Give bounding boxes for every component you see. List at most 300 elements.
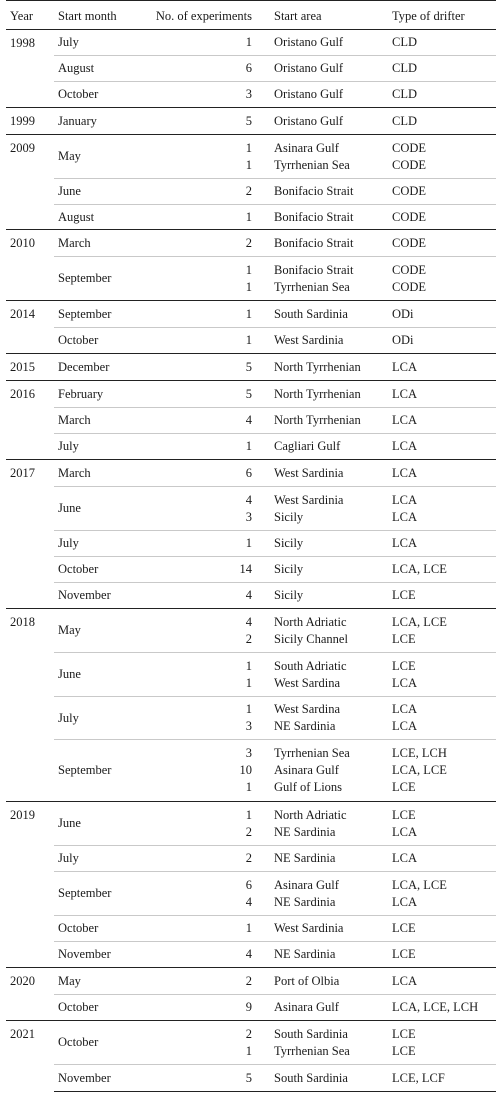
drifter-type-value: LCE (392, 631, 416, 646)
drifter-type-value: LCE (392, 807, 416, 822)
start-month-cell: August (54, 56, 138, 82)
num-experiments-value: 2 (245, 235, 252, 250)
num-experiments-cell (138, 434, 270, 460)
drifter-type-value: CODE (392, 279, 427, 294)
drifter-type-value: LCA (392, 536, 417, 550)
table-row (6, 434, 496, 460)
drifter-type-value: LCA (392, 675, 417, 690)
num-experiments-cell (138, 653, 270, 697)
start-area-value: Port of Olbia (274, 973, 340, 988)
num-experiments-value: 4 (245, 894, 252, 909)
drifter-type-cell (388, 381, 496, 408)
drifter-type-cell (388, 434, 496, 460)
drifter-type-value: ODi (392, 306, 414, 321)
start-area-value: Sicily (274, 536, 304, 550)
drifter-type-cell (388, 583, 496, 609)
start-area-cell (270, 230, 388, 257)
num-experiments-value: 1 (245, 921, 252, 935)
drifter-type-cell (388, 108, 496, 135)
start-month-cell: September (54, 872, 138, 916)
table-header (6, 1, 496, 30)
start-month-cell: November (54, 942, 138, 968)
start-area-value: South Sardinia (274, 306, 348, 321)
header-start-area: Start area (274, 9, 322, 23)
start-month-cell: March (58, 235, 91, 250)
num-experiments-value: 1 (245, 675, 252, 690)
drifter-type-cell (388, 56, 496, 82)
drifter-type-value: LCA (392, 719, 417, 733)
start-area-cell (270, 56, 388, 82)
drifter-type-value: LCA, LCE (392, 562, 447, 576)
drifter-type-value: LCE (392, 1043, 416, 1058)
start-area-value: Gulf of Lions (274, 780, 343, 794)
num-experiments-cell (138, 82, 270, 108)
drifter-type-cell (388, 916, 496, 942)
drifter-type-cell (388, 846, 496, 872)
drifter-type-cell (388, 872, 496, 916)
start-area-value: Tyrrhenian Sea (274, 279, 350, 294)
table-row (6, 802, 496, 846)
drifter-type-value: LCA, LCE (392, 763, 447, 777)
start-month-cell: May (58, 973, 81, 988)
drifter-type-cell (388, 354, 496, 381)
start-month-cell: May (58, 149, 81, 163)
num-experiments-value: 1 (245, 35, 252, 49)
num-experiments-cell (138, 942, 270, 968)
drifter-type-value: LCA, LCE (392, 614, 447, 629)
start-area-value: West Sardinia (274, 333, 344, 347)
num-experiments-value: 1 (245, 306, 252, 321)
start-month-cell: December (58, 359, 110, 374)
num-experiments-value: 1 (245, 780, 252, 794)
start-month-cell: November (54, 1065, 138, 1092)
table-row (6, 697, 496, 740)
start-area-value: Bonifacio Strait (274, 209, 354, 224)
start-area-value: Oristano Gulf (274, 113, 344, 128)
year-cell: 2019 (10, 808, 35, 822)
drifter-type-cell (388, 30, 496, 56)
drifter-type-value: LCA, LCE, LCH (392, 1000, 479, 1014)
num-experiments-value: 6 (245, 61, 252, 75)
num-experiments-cell (138, 56, 270, 82)
drifter-type-cell (388, 557, 496, 583)
drifter-type-value: LCA (392, 973, 417, 988)
num-experiments-value: 3 (245, 509, 252, 524)
drifter-type-cell (388, 257, 496, 301)
num-experiments-cell (138, 583, 270, 609)
table-row (6, 460, 496, 487)
num-experiments-value: 4 (245, 614, 252, 629)
drifter-type-value: CLD (392, 61, 417, 75)
start-area-value: West Sardinia (274, 921, 344, 935)
start-area-cell (270, 135, 388, 179)
num-experiments-value: 2 (245, 184, 252, 198)
start-area-value: North Tyrrhenian (274, 359, 361, 374)
table-row (6, 354, 496, 381)
num-experiments-value: 1 (245, 536, 252, 550)
start-month-cell: September (54, 257, 138, 301)
drifter-type-value: LCA (392, 509, 417, 524)
start-area-cell (270, 205, 388, 230)
year-cell: 2009 (10, 141, 35, 155)
drifter-type-value: CODE (392, 157, 427, 172)
num-experiments-cell (138, 135, 270, 179)
start-area-value: South Adriatic (274, 658, 347, 673)
drifter-type-value: CODE (392, 140, 427, 155)
start-area-value: West Sardina (274, 675, 340, 690)
start-area-value: West Sardina (274, 702, 340, 716)
num-experiments-value: 10 (239, 763, 252, 777)
start-area-cell (270, 301, 388, 328)
drifter-type-value: CODE (392, 262, 427, 277)
start-area-cell (270, 354, 388, 381)
start-area-value: North Adriatic (274, 807, 347, 822)
start-area-cell (270, 968, 388, 995)
num-experiments-cell (138, 179, 270, 205)
num-experiments-value: 1 (245, 209, 252, 224)
drifter-type-value: LCA (392, 824, 417, 839)
num-experiments-value: 1 (245, 279, 252, 294)
start-area-value: Bonifacio Strait (274, 184, 354, 198)
table-row (6, 531, 496, 557)
drifter-type-value: CODE (392, 184, 427, 198)
num-experiments-cell (138, 846, 270, 872)
start-area-value: Asinara Gulf (274, 877, 339, 892)
year-cell: 1999 (10, 114, 35, 128)
start-area-value: Sicily (274, 509, 304, 524)
num-experiments-value: 1 (245, 658, 252, 673)
table-row (6, 846, 496, 872)
table-row (6, 916, 496, 942)
num-experiments-cell (138, 1065, 270, 1092)
num-experiments-cell (138, 802, 270, 846)
header-num-experiments: No. of experiments (155, 9, 252, 23)
start-area-cell (270, 531, 388, 557)
num-experiments-value: 1 (245, 1043, 252, 1058)
drifter-type-value: LCE (392, 1026, 416, 1041)
start-area-cell (270, 434, 388, 460)
num-experiments-cell (138, 995, 270, 1021)
num-experiments-cell (138, 205, 270, 230)
num-experiments-cell (138, 301, 270, 328)
drifter-type-cell (388, 487, 496, 531)
drifter-type-cell (388, 205, 496, 230)
start-area-cell (270, 942, 388, 968)
start-area-value: West Sardinia (274, 465, 344, 480)
drifter-type-cell (388, 968, 496, 995)
num-experiments-value: 5 (245, 1070, 252, 1085)
drifter-type-value: LCE (392, 921, 416, 935)
num-experiments-cell (138, 257, 270, 301)
start-area-value: South Sardinia (274, 1070, 348, 1085)
num-experiments-value: 2 (245, 851, 252, 865)
num-experiments-cell (138, 460, 270, 487)
start-month-cell: November (54, 583, 138, 609)
drifter-type-value: LCA (392, 851, 417, 865)
drifter-type-value: LCA (392, 439, 417, 453)
header-year: Year (10, 9, 34, 23)
num-experiments-cell (138, 968, 270, 995)
start-area-value: North Adriatic (274, 614, 347, 629)
start-area-cell (270, 846, 388, 872)
header-start-month: Start month (58, 9, 117, 23)
start-area-cell (270, 609, 388, 653)
start-area-value: Bonifacio Strait (274, 262, 354, 277)
drifter-type-cell (388, 82, 496, 108)
num-experiments-cell (138, 557, 270, 583)
start-month-cell: June (54, 179, 138, 205)
table-row (6, 56, 496, 82)
table-row (6, 108, 496, 135)
num-experiments-cell (138, 487, 270, 531)
num-experiments-value: 2 (245, 973, 252, 988)
drifter-type-cell (388, 230, 496, 257)
drifter-type-value: LCE (392, 947, 416, 961)
start-area-value: Asinara Gulf (274, 140, 339, 155)
start-area-value: NE Sardinia (274, 894, 336, 909)
start-month-cell: October (54, 557, 138, 583)
num-experiments-value: 1 (245, 807, 252, 822)
table-row (6, 653, 496, 697)
drifter-type-cell (388, 179, 496, 205)
drifter-type-cell (388, 653, 496, 697)
num-experiments-cell (138, 108, 270, 135)
drifter-type-value: LCA (392, 465, 417, 480)
start-month-cell: October (54, 82, 138, 108)
num-experiments-cell (138, 697, 270, 740)
table-row (6, 609, 496, 653)
num-experiments-value: 5 (245, 113, 252, 128)
drifter-type-value: CODE (392, 235, 427, 250)
num-experiments-cell (138, 408, 270, 434)
start-area-cell (270, 408, 388, 434)
table-row (6, 1021, 496, 1065)
num-experiments-value: 4 (245, 413, 252, 427)
start-month-cell: July (54, 434, 138, 460)
table-row (6, 408, 496, 434)
drifter-type-value: LCA (392, 413, 417, 427)
start-area-value: Tyrrhenian Sea (274, 157, 350, 172)
drifter-type-cell (388, 995, 496, 1021)
start-month-cell: June (58, 816, 81, 830)
num-experiments-value: 4 (245, 492, 252, 507)
start-area-value: Tyrrhenian Sea (274, 746, 350, 760)
num-experiments-value: 2 (245, 824, 252, 839)
table-row (6, 135, 496, 179)
start-area-cell (270, 916, 388, 942)
table-row (6, 872, 496, 916)
num-experiments-cell (138, 916, 270, 942)
drifter-type-cell (388, 802, 496, 846)
num-experiments-value: 1 (245, 262, 252, 277)
num-experiments-value: 1 (245, 140, 252, 155)
start-month-cell: September (54, 740, 138, 802)
num-experiments-cell (138, 1021, 270, 1065)
drifter-type-cell (388, 301, 496, 328)
start-area-value: Sicily (274, 588, 304, 602)
drifter-type-value: LCE, LCH (392, 746, 447, 760)
start-area-value: Tyrrhenian Sea (274, 1043, 350, 1058)
num-experiments-value: 5 (245, 386, 252, 401)
table-row (6, 487, 496, 531)
year-cell: 2020 (10, 974, 35, 988)
num-experiments-cell (138, 230, 270, 257)
start-area-value: NE Sardinia (274, 824, 336, 839)
start-area-value: Oristano Gulf (274, 35, 344, 49)
drifter-type-value: CLD (392, 35, 417, 49)
table-row (6, 205, 496, 230)
start-area-value: Oristano Gulf (274, 61, 344, 75)
num-experiments-cell (138, 381, 270, 408)
table-row (6, 995, 496, 1021)
start-month-cell: July (54, 846, 138, 872)
start-month-cell: September (58, 306, 112, 321)
num-experiments-cell (138, 30, 270, 56)
start-area-cell (270, 30, 388, 56)
start-month-cell: January (58, 113, 97, 128)
drifter-type-value: CLD (392, 87, 417, 101)
num-experiments-value: 3 (245, 746, 252, 760)
drifter-type-value: LCE (392, 780, 416, 794)
table-body (6, 30, 496, 1092)
start-month-cell: October (54, 328, 138, 354)
start-area-value: NE Sardinia (274, 947, 336, 961)
start-area-cell (270, 995, 388, 1021)
start-month-cell: March (58, 465, 91, 480)
drifter-type-value: LCA (392, 702, 417, 716)
header-drifter-type: Type of drifter (392, 9, 465, 23)
year-cell: 2018 (10, 615, 35, 629)
start-area-value: Cagliari Gulf (274, 439, 341, 453)
start-area-value: South Sardinia (274, 1026, 348, 1041)
num-experiments-value: 4 (245, 588, 252, 602)
start-area-cell (270, 583, 388, 609)
drifter-type-value: LCA (392, 359, 417, 374)
drifter-type-cell (388, 1021, 496, 1065)
start-month-cell: July (58, 35, 79, 49)
start-area-value: NE Sardinia (274, 719, 336, 733)
year-cell: 2015 (10, 360, 35, 374)
table-row (6, 257, 496, 301)
num-experiments-cell (138, 740, 270, 802)
drifter-type-cell (388, 697, 496, 740)
drifter-type-value: LCA, LCE (392, 877, 447, 892)
drifter-type-value: ODi (392, 333, 414, 347)
drifter-type-cell (388, 460, 496, 487)
table-row (6, 968, 496, 995)
start-area-value: Oristano Gulf (274, 87, 344, 101)
table-row (6, 82, 496, 108)
start-area-value: Sicily Channel (274, 631, 348, 646)
drifter-type-value: CODE (392, 209, 427, 224)
drifter-type-cell (388, 135, 496, 179)
num-experiments-value: 3 (245, 87, 252, 101)
drifter-type-value: CLD (392, 113, 417, 128)
num-experiments-value: 1 (245, 333, 252, 347)
year-cell: 2016 (10, 387, 35, 401)
drifter-type-cell (388, 328, 496, 354)
start-area-cell (270, 108, 388, 135)
num-experiments-value: 1 (245, 157, 252, 172)
year-cell: 2014 (10, 307, 35, 321)
start-area-value: North Tyrrhenian (274, 413, 361, 427)
num-experiments-value: 5 (245, 359, 252, 374)
num-experiments-value: 6 (245, 877, 252, 892)
drifter-type-cell (388, 408, 496, 434)
start-month-cell: October (54, 995, 138, 1021)
start-month-cell: October (58, 1035, 99, 1049)
num-experiments-value: 9 (245, 1000, 252, 1014)
drifter-type-value: LCA (392, 894, 417, 909)
table-row (6, 583, 496, 609)
start-area-cell (270, 653, 388, 697)
drifter-type-cell (388, 609, 496, 653)
table-row (6, 557, 496, 583)
drifter-type-cell (388, 740, 496, 802)
start-month-cell: October (54, 916, 138, 942)
drifter-experiments-table (6, 0, 496, 1092)
start-area-value: Bonifacio Strait (274, 235, 354, 250)
start-area-value: Asinara Gulf (274, 1000, 339, 1014)
table-row (6, 230, 496, 257)
start-area-cell (270, 460, 388, 487)
start-month-cell: July (54, 697, 138, 740)
num-experiments-value: 2 (245, 1026, 252, 1041)
start-area-value: NE Sardinia (274, 851, 336, 865)
year-cell: 2017 (10, 466, 35, 480)
start-area-cell (270, 697, 388, 740)
drifter-type-value: LCA (392, 492, 417, 507)
drifter-type-cell (388, 942, 496, 968)
start-area-cell (270, 257, 388, 301)
num-experiments-cell (138, 328, 270, 354)
start-area-cell (270, 872, 388, 916)
drifter-type-cell (388, 1065, 496, 1092)
start-month-cell: July (54, 531, 138, 557)
num-experiments-value: 14 (239, 562, 252, 576)
start-area-value: Asinara Gulf (274, 763, 339, 777)
start-month-cell: June (54, 487, 138, 531)
start-area-cell (270, 1065, 388, 1092)
drifter-type-cell (388, 531, 496, 557)
table-row (6, 30, 496, 56)
start-area-value: North Tyrrhenian (274, 386, 361, 401)
num-experiments-value: 1 (245, 439, 252, 453)
num-experiments-value: 2 (245, 631, 252, 646)
start-area-cell (270, 179, 388, 205)
start-area-cell (270, 740, 388, 802)
start-area-cell (270, 487, 388, 531)
year-cell: 2021 (10, 1027, 35, 1041)
start-area-value: Sicily (274, 562, 304, 576)
num-experiments-cell (138, 354, 270, 381)
table-row (6, 179, 496, 205)
year-cell: 2010 (10, 236, 35, 250)
drifter-type-value: LCA (392, 386, 417, 401)
start-area-value: West Sardinia (274, 492, 344, 507)
start-area-cell (270, 328, 388, 354)
table-row (6, 942, 496, 968)
num-experiments-value: 3 (245, 719, 252, 733)
num-experiments-value: 6 (245, 465, 252, 480)
num-experiments-cell (138, 609, 270, 653)
num-experiments-cell (138, 872, 270, 916)
year-cell: 1998 (10, 36, 35, 50)
table-row (6, 1065, 496, 1092)
drifter-type-value: LCE (392, 658, 416, 673)
num-experiments-cell (138, 531, 270, 557)
table-row (6, 328, 496, 354)
